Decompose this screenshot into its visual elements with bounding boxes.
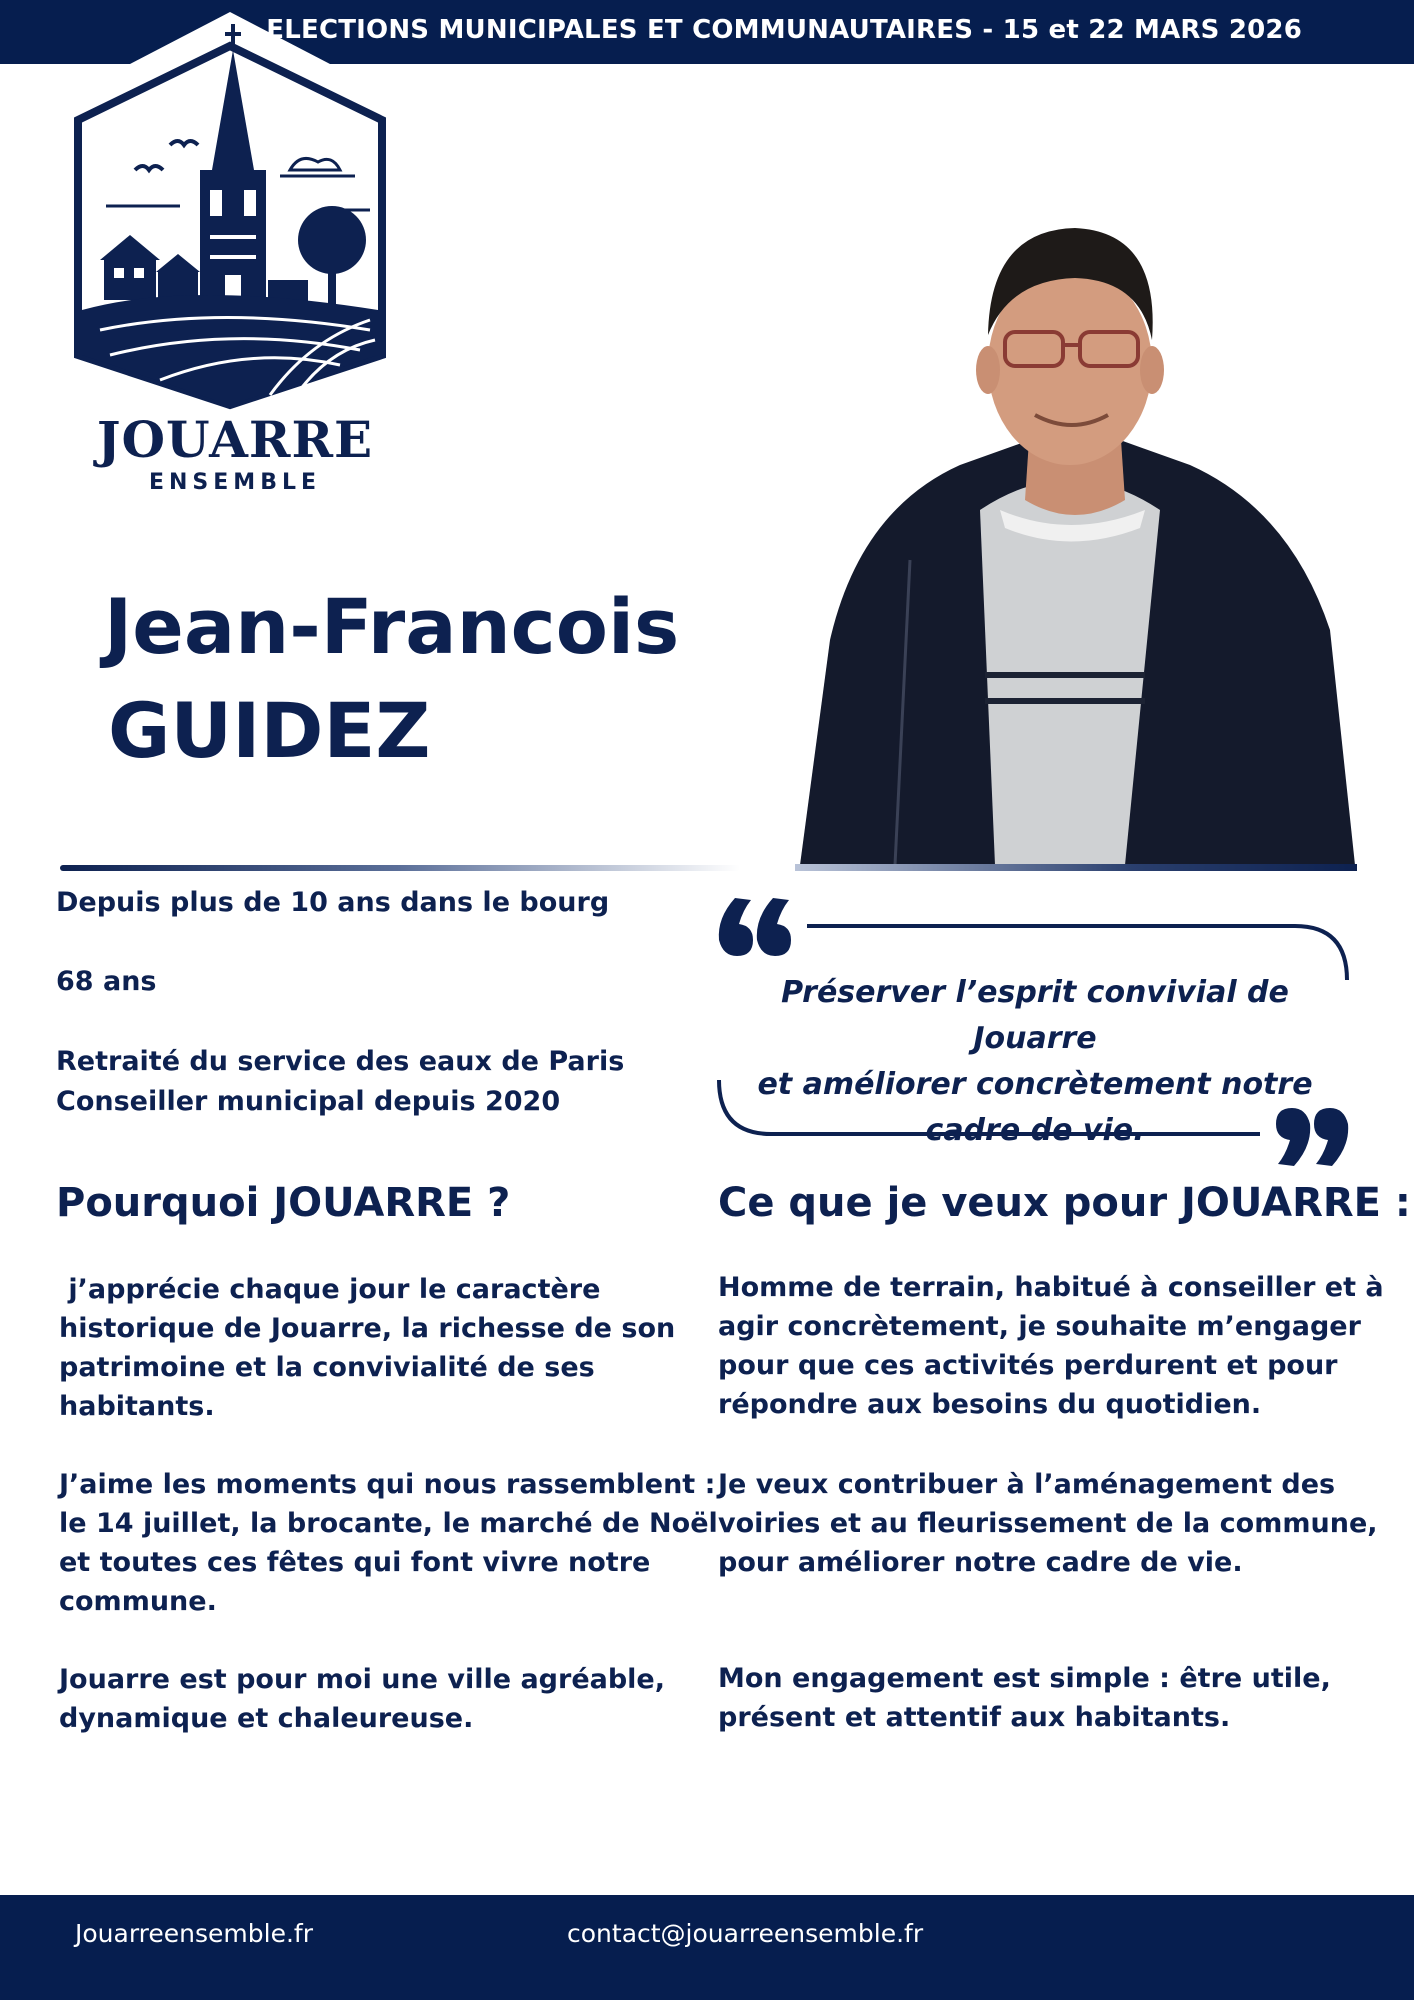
text-line: historique de Jouarre, la richesse de son (59, 1313, 676, 1344)
why-paragraph-1 (59, 1270, 675, 1426)
goals-paragraph-3 (718, 1659, 1331, 1737)
fact-role: Conseiller municipal depuis 2020 (56, 1086, 561, 1117)
text-line: commune. (59, 1586, 217, 1617)
logo-title: JOUARRE (96, 410, 374, 469)
logo (70, 10, 400, 495)
text-line: patrimoine et la convivialité de ses (59, 1352, 595, 1383)
text-line: présent et attentif aux habitants. (718, 1702, 1231, 1733)
goals-title: Ce que je veux pour JOUARRE : (718, 1180, 1411, 1226)
footer-website-link[interactable]: Jouarreensemble.fr (75, 1919, 313, 1948)
election-banner-text: ELECTIONS MUNICIPALES ET COMMUNAUTAIRES - 15 et 22 MARS 2026 (266, 15, 1302, 45)
text-line: Je veux contribuer à l’aménagement des (718, 1469, 1336, 1500)
open-quote-icon (719, 898, 791, 956)
church-emblem-icon (70, 10, 400, 410)
fact-career: Retraité du service des eaux de Paris (56, 1046, 625, 1077)
text-line: et toutes ces fêtes qui font vivre notre (59, 1547, 651, 1578)
why-paragraph-2 (59, 1465, 718, 1621)
why-title: Pourquoi JOUARRE ? (56, 1180, 511, 1226)
quote-line: Préserver l’esprit convivial de Jouarre (781, 975, 1289, 1056)
text-line: habitants. (59, 1391, 215, 1422)
text-line: j’apprécie chaque jour le caractère (59, 1274, 601, 1305)
fact-residence: Depuis plus de 10 ans dans le bourg (56, 887, 610, 918)
quote-line: cadre de vie. (925, 1113, 1145, 1148)
fact-age: 68 ans (56, 966, 157, 997)
text-line: le 14 juillet, la brocante, le marché de Noël (59, 1508, 718, 1539)
logo-subtitle: ENSEMBLE (148, 470, 322, 495)
divider-right (795, 864, 1357, 871)
text-line: dynamique et chaleureuse. (59, 1703, 474, 1734)
candidate-last-name: GUIDEZ (108, 686, 431, 775)
text-line: voiries et au fleurissement de la commune, (718, 1508, 1378, 1539)
text-line: pour que ces activités perdurent et pour (718, 1350, 1338, 1381)
candidate-first-name: Jean-Francois (104, 582, 680, 671)
footer-email-link[interactable]: contact@jouarreensemble.fr (567, 1919, 924, 1948)
goals-paragraph-1 (718, 1268, 1384, 1424)
quote-line: et améliorer concrètement notre (757, 1067, 1313, 1102)
quote-text (735, 970, 1335, 1154)
divider-left (60, 865, 740, 871)
candidate-portrait (790, 210, 1360, 865)
text-line: agir concrètement, je souhaite m’engager (718, 1311, 1361, 1342)
text-line: J’aime les moments qui nous rassemblent : (59, 1469, 716, 1500)
why-paragraph-3 (59, 1660, 665, 1738)
text-line: Homme de terrain, habitué à conseiller et à (718, 1272, 1384, 1303)
text-line: pour améliorer notre cadre de vie. (718, 1547, 1243, 1578)
quote-block (715, 890, 1355, 1170)
goals-paragraph-2 (718, 1465, 1378, 1582)
text-line: Mon engagement est simple : être utile, (718, 1663, 1331, 1694)
text-line: répondre aux besoins du quotidien. (718, 1389, 1262, 1420)
text-line: Jouarre est pour moi une ville agréable, (59, 1664, 665, 1695)
